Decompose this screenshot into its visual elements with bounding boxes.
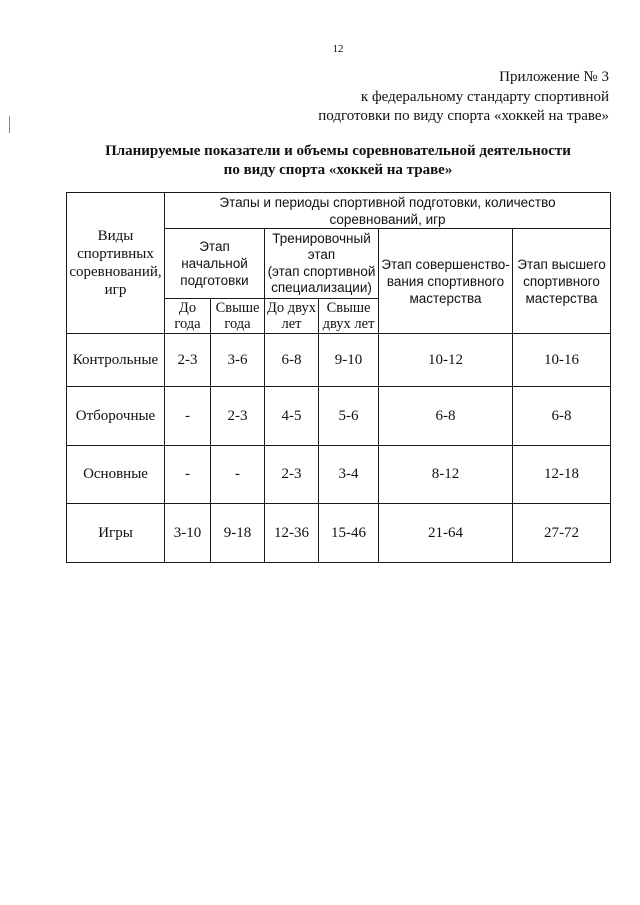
header-line: Тренировочный xyxy=(272,230,371,246)
table-cell: 6-8 xyxy=(379,387,513,446)
period-header xyxy=(165,299,211,334)
stage-higher-header xyxy=(513,229,611,334)
header-line: этап xyxy=(307,247,336,262)
period-line: года xyxy=(174,316,201,332)
table-cell: 10-12 xyxy=(379,334,513,387)
stages-group-header xyxy=(165,193,611,229)
period-header xyxy=(319,299,379,334)
table-cell: 15-46 xyxy=(319,504,379,563)
table-cell: 9-18 xyxy=(211,504,265,563)
period-header xyxy=(211,299,265,334)
header-row xyxy=(67,193,611,229)
row-label: Основные xyxy=(67,446,165,504)
header-line: (этап спортивной xyxy=(267,263,376,279)
period-line: лет xyxy=(281,316,302,332)
table-row xyxy=(67,334,611,387)
row-label: Контрольные xyxy=(67,334,165,387)
table-cell: 10-16 xyxy=(513,334,611,387)
table-cell: 9-10 xyxy=(319,334,379,387)
competition-plan-table xyxy=(66,192,611,563)
table-cell: 3-4 xyxy=(319,446,379,504)
document-title xyxy=(66,142,610,180)
table-cell: 2-3 xyxy=(265,446,319,504)
header-line: Виды xyxy=(97,228,134,244)
table-cell: 21-64 xyxy=(379,504,513,563)
period-line: До xyxy=(178,300,197,316)
table-cell: 3-6 xyxy=(211,334,265,387)
table-cell: - xyxy=(165,446,211,504)
period-line: До двух xyxy=(267,300,316,316)
header-line: Этап совершенство- xyxy=(381,256,510,272)
competition-type-header xyxy=(67,193,165,334)
appendix-line: Приложение № 3 xyxy=(499,69,609,85)
table-cell: 12-18 xyxy=(513,446,611,504)
period-line: двух лет xyxy=(322,316,375,332)
header-line: соревнований, игр xyxy=(329,211,446,227)
table-cell: - xyxy=(165,387,211,446)
table-cell: 8-12 xyxy=(379,446,513,504)
appendix-line: подготовки по виду спорта «хоккей на траве» xyxy=(318,108,609,124)
period-line: года xyxy=(224,316,251,332)
table-cell: 5-6 xyxy=(319,387,379,446)
period-line: Свыше xyxy=(326,300,371,316)
header-line: Этапы и периоды спортивной подготовки, количество xyxy=(219,194,556,210)
table-cell: 2-3 xyxy=(165,334,211,387)
table-cell: 2-3 xyxy=(211,387,265,446)
table-row xyxy=(67,504,611,563)
table-cell: 3-10 xyxy=(165,504,211,563)
row-label: Игры xyxy=(67,504,165,563)
scan-edge-mark xyxy=(9,116,10,133)
table-cell: 6-8 xyxy=(513,387,611,446)
appendix-caption xyxy=(318,68,609,127)
title-line: Планируемые показатели и объемы соревновательной деятельности xyxy=(105,143,571,159)
header-line: Этап xyxy=(199,239,230,254)
header-line: мастерства xyxy=(525,290,598,306)
period-line: Свыше xyxy=(215,300,260,316)
header-line: игр xyxy=(104,282,127,298)
period-header xyxy=(265,299,319,334)
table-cell: 27-72 xyxy=(513,504,611,563)
stage-training-header xyxy=(265,229,379,299)
table-row xyxy=(67,387,611,446)
header-line: Этап высшего xyxy=(517,256,606,272)
table-row xyxy=(67,446,611,504)
header-line: специализации) xyxy=(271,280,372,295)
header-line: спортивных xyxy=(77,246,154,262)
header-line: подготовки xyxy=(180,273,249,288)
header-line: вания спортивного xyxy=(386,273,505,289)
page-number: 12 xyxy=(332,43,344,55)
table-cell: 12-36 xyxy=(265,504,319,563)
header-line: спортивного xyxy=(523,273,600,289)
table-cell: - xyxy=(211,446,265,504)
header-line: начальной xyxy=(181,256,248,271)
table-cell: 4-5 xyxy=(265,387,319,446)
stage-initial-header xyxy=(165,229,265,299)
title-line: по виду спорта «хоккей на траве» xyxy=(223,162,453,178)
appendix-line: к федеральному стандарту спортивной xyxy=(360,88,609,105)
table-cell: 6-8 xyxy=(265,334,319,387)
header-line: мастерства xyxy=(409,290,482,306)
row-label: Отборочные xyxy=(67,387,165,446)
stage-improvement-header xyxy=(379,229,513,334)
header-line: соревнований, xyxy=(69,264,162,280)
